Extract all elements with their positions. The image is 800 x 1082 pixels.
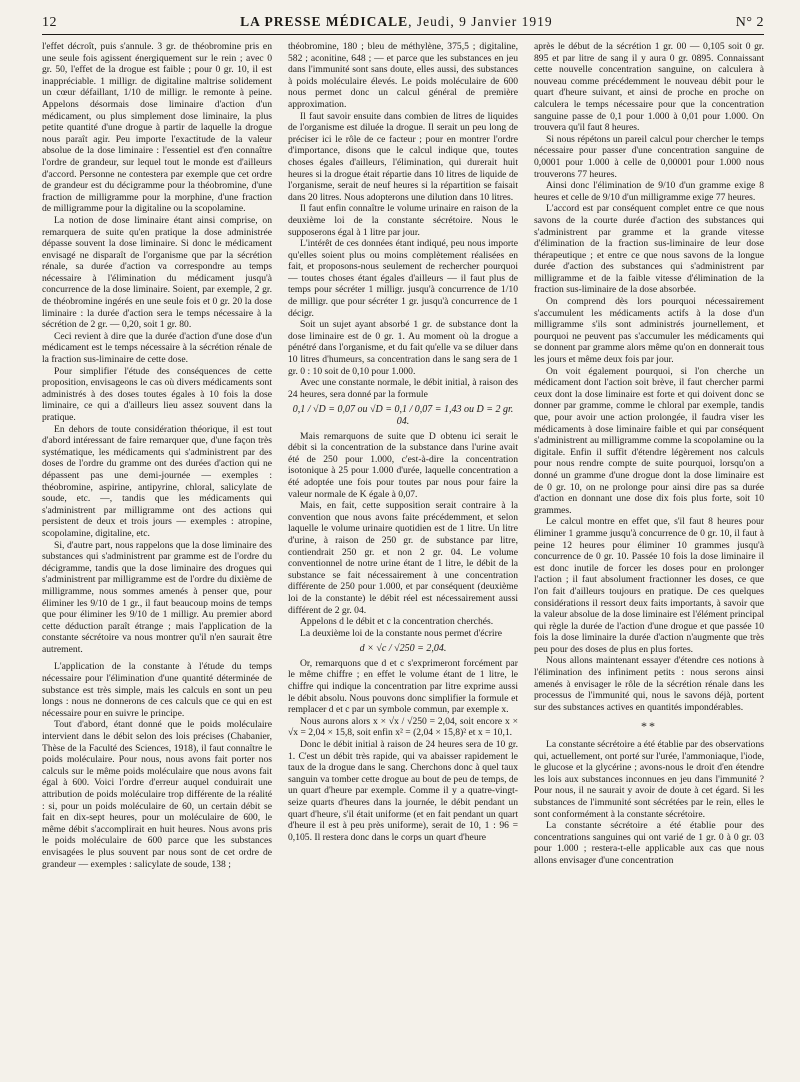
paragraph: l'effet décroît, puis s'annule. 3 gr. de théobromine pris en une seule fois agissent énergiquement sur le rein ; avec 0 gr. 50, l'effet de la drogue est faible ; pour 0 gr. 10, il est inappréciable. 1 milligr. de digitaline maltrise solidement un cœur défaillant, 1/10 de milligr. le remonte à peine. Appelons désormais dose liminaire d'action d'un médicament, ou plus simplement dose liminaire, la plus petite quantité d'une drogue à partir de laquelle la drogue nous paraît agir. Peu importe l'exactitude de la valeur absolue de la dose liminaire : l'essentiel est d'en connaître l'ordre de grandeur, sur lequel tout le monde est d'ailleurs d'accord. Personne ne contestera par exemple que cet ordre de grandeur est du décigramme pour la théobromine, d'une fraction de milligramme pour la morphine, d'une fraction de milligramme pour la digitaline ou la scopolamine.: [42, 41, 272, 215]
paragraph: Soit un sujet ayant absorbé 1 gr. de substance dont la dose liminaire est de 0 gr. 1. Au moment où la drogue a pénétré dans l'organisme, et du fait qu'elle va se diluer dans 10 litres d'humeurs, sa concentration dans le sang sera de 1 gr. 0 : 10 soit de 0,10 pour 1.000.: [288, 319, 518, 377]
journal-name: LA PRESSE MÉDICALE: [240, 14, 409, 29]
paragraph: Or, remarquons que d et c s'exprimeront forcément par le même chiffre ; en effet le volume étant de 1 litre, le chiffre qui indique la concentration par litre exprime aussi le débit absolu. Nous pouvons donc simplifier la formule et remplacer d et c par un symbole commun, par exemple x.: [288, 657, 518, 716]
paragraph: après le début de la sécrétion 1 gr. 00 — 0,105 soit 0 gr. 895 et par litre de sang il y aura 0 gr. 0895. Connaissant cette nouvelle concentration sanguine, on calculera à nouveau comme précédemment le nouveau débit pour le quart d'heure suivant, et ainsi de proche en proche on calculera le temps nécessaire pour que la concentration sanguine passe de 0,1 pour 1.000 à 0,01 pour 1.000. On trouvera qu'il faut 8 heures.: [534, 41, 764, 134]
paragraph: L'application de la constante à l'étude du temps nécessaire pour l'élimination d'une quantité déterminée de substance est très simple, mais les calculs en sont un peu longs : nous ne donnerons de ces calculs que ce qui en est nécessaire pour en suivre le principe.: [42, 661, 272, 719]
paragraph: Nous aurons alors x × √x / √250 = 2,04, soit encore x × √x = 2,04 × 15,8, soit enfin x² = (2,04 × 15,8)² et x = 10,1.: [288, 715, 518, 739]
paragraph: L'accord est par conséquent complet entre ce que nous savons de la courte durée d'action des substances qui s'administrent par gramme et la grande vitesse d'élimination de la fraction sus-liminaire de leur dose thérapeutique ; et entre ce que nous savons de la longue durée d'action des substances qui s'administrent par milligramme et de la faible vitesse d'élimination de la fraction sus-liminaire de la dose absorbée.: [534, 203, 764, 296]
page-number: 12: [42, 15, 57, 30]
paragraph: Mais, en fait, cette supposition serait contraire à la convention que nous avons faite précédemment, et selon laquelle le volume urinaire quotidien est de 1 litre. Un litre d'urine, à raison de 250 gr. de substance par litre, contiendrait 250 gr. et non 2 gr. 04. Le volume conventionnel de notre urine étant de 1 litre, le débit de la substance se fait nécessairement à une concentration différente de 250 pour 1.000, et par conséquent (deuxième loi de la constante) le débit réel est nécessairement aussi différent de 2 gr. 04.: [288, 500, 518, 616]
paragraph: Nous allons maintenant essayer d'étendre ces notions à l'élimination des infiniment petits : nous serons ainsi amenés à envisager le rôle de la sécrétion rénale dans les processus de l'immunité qui, nous le savons déjà, portent sur des substances actives en quantités impondérables.: [534, 655, 764, 713]
paragraph: Ceci revient à dire que la durée d'action d'une dose d'un médicament est le temps nécessaire à la sécrétion rénale de la fraction sus-liminaire de cette dose.: [42, 330, 272, 366]
paragraph: Avec une constante normale, le débit initial, à raison des 24 heures, sera donné par la formule: [288, 377, 518, 400]
paragraph: Le calcul montre en effet que, s'il faut 8 heures pour éliminer 1 gramme jusqu'à concurrence de 0 gr. 10, il faut à peine 12 heures pour éliminer 10 grammes jusqu'à concurrence de 0 gr. 10. Passée 10 fois la dose liminaire il est donc inutile de forcer les doses pour en prolonger l'action ; il faut absolument fractionner les doses, ce que l'on fait d'ailleurs toujours en pratique. De ces quelques considérations il ressort deux faits importants, à savoir que la valeur absolue de la dose liminaire est l'élément principal qui règle la durée de l'action d'une drogue et que passée 10 fois la dose liminaire la durée d'action n'augmente que très peu pour des doses de plus en plus fortes.: [534, 516, 764, 655]
paragraph: Donc le débit initial à raison de 24 heures sera de 10 gr. 1. C'est un débit très rapide, qui va abaisser rapidement le taux de la drogue dans le sang. Cherchons donc à quel taux sanguin va tomber cette drogue au bout de peu de temps, de un quart d'heure par exemple. Comme il y a quatre-vingt-seize quarts d'heures dans la journée, le débit pendant un quart d'heure, s'il était uniforme (et en fait pendant un quart d'heure il est à peu près uniforme), serait de 10, 1 : 96 = 0,105. Il restera donc dans le corps un quart d'heure: [288, 739, 518, 843]
column-left: [42, 41, 272, 1061]
paragraph: Mais remarquons de suite que D obtenu ici serait le débit si la concentration de la substance dans l'urine avait été de 250 pour 1.000, c'est-à-dire la concentration isotonique à 25 pour 1.000 d'urée, laquelle concentration a été adoptée une fois pour toutes par nous pour faire la valeur normale de K égale à 0,07.: [288, 430, 518, 500]
section-ornament: **: [641, 719, 657, 734]
paragraph: Ainsi donc l'élimination de 9/10 d'un gramme exige 8 heures et celle de 9/10 d'un milligramme exige 77 heures.: [534, 180, 764, 203]
paragraph: La deuxième loi de la constante nous permet d'écrire: [300, 627, 503, 639]
paragraph: Pour simplifier l'étude des conséquences de cette proposition, envisageons le cas où divers médicaments sont administrés à des doses toutes égales à 10 fois la dose liminaire, ce qui a d'ailleurs lieu assez souvent dans la pratique.: [42, 365, 272, 423]
article-columns: [42, 41, 764, 1061]
paragraph: On comprend dès lors pourquoi nécessairement s'accumulent les médicaments actifs à la dose d'un milligramme s'ils sont administrés journellement, et pourquoi ne peuvent pas s'accumuler les médicaments qui se donnent par gramme alors même qu'on en donnerait tous les jours et même deux fois par jour.: [534, 296, 764, 366]
paragraph: En dehors de toute considération théorique, il est tout d'abord intéressant de faire remarquer que, d'une façon très systématique, les médicaments qui s'administrent par des doses de l'ordre du gramme ont des durées d'action qui ne dépassent pas une demi-journée — exemples : théobromine, aspirine, antipyrine, chloral, salicylate de soude, etc. —, tandis que les médicaments qui s'administrent par milligramme ont des actions qui persistent de deux et trois jours — exemples : atropine, scopolamine, digitaline, etc.: [42, 423, 272, 539]
paragraph: On voit également pourquoi, si l'on cherche un médicament dont l'action soit brève, il faut chercher parmi ceux dont la dose liminaire est forte et qui doivent donc se donner par gramme, comme le chloral par exemple, tandis que, pour avoir une action prolongée, il faudra viser les médicaments à dose liminaire faible et qui par conséquent s'administrent au milligramme comme la scopolamine ou la digitale. Enfin il suffit d'étendre légèrement nos calculs pour nous rendre compte de suite pourquoi, lorsqu'on a donné un gramme d'une drogue dont la dose liminaire est de 0 gr. 10, on ne prolonge pour ainsi dire pas sa durée d'action en donnant une dose dix fois plus forte, soit 10 grammes.: [534, 365, 764, 516]
paragraph: Il faut enfin connaître le volume urinaire en raison de la deuxième loi de la constante sécrétoire. Nous le supposerons égal à 1 litre par jour.: [288, 203, 518, 238]
paragraph: La constante sécrétoire a été établie par des observations qui, actuellement, ont porté sur l'urée, l'ammoniaque, l'iode, le glucose et la glycérine ; avons-nous le droit d'en étendre les lois aux substances inconnues en jeu dans l'immunité ? Pour nous, il ne saurait y avoir de doute à cet égard. Si les substances de l'immunité sont sécrétées par le rein, elles le sont conformément à la constante sécrétoire.: [534, 739, 764, 820]
issue-date: , Jeudi, 9 Janvier 1919: [408, 14, 553, 29]
paragraph: Si nous répétons un pareil calcul pour chercher le temps nécessaire pour passer d'une concentration sanguine de 0,0001 pour 1.000 à celle de 0,00001 pour 1.000 nous trouverons 77 heures.: [534, 133, 764, 180]
formula: d × √c / √250 = 2,04.: [359, 643, 447, 655]
paragraph: théobromine, 180 ; bleu de méthylène, 375,5 ; digitaline, 582 ; aconitine, 648 ; — et parce que les substances en jeu dans l'immunité sont sans doute, elles aussi, des substances à poids moléculaire élevés. Le poids moléculaire de 600 nous permet donc un calcul général de première approximation.: [288, 41, 518, 110]
paragraph: Si, d'autre part, nous rappelons que la dose liminaire des substances qui s'administrent par gramme est de l'ordre du décigramme, tandis que la dose liminaire des drogues qui s'administrent par milligramme est de l'ordre du dixième de milligramme, nous sommes amenés à penser que, pour éliminer les 9/10 de 1 gr., il faut beaucoup moins de temps que pour éliminer les 9/10 de 1 milligr. Au premier abord cette déduction paraît étrange ; mais l'application de la constante sécrétoire va nous montrer qu'il n'en saurait être autrement.: [42, 539, 272, 655]
column-right: [534, 41, 764, 1061]
paragraph: L'intérêt de ces données étant indiqué, peu nous importe qu'elles soient plus ou moins complètement réalisées en fait, et proposons-nous seulement de rechercher pourquoi — toutes choses étant égales d'ailleurs — il faut plus de temps pour sécréter 1 milligr. jusqu'à concurrence de 1/10 de milligr. que pour sécréter 1 gr. jusqu'à concurrence de 1 décigr.: [288, 238, 518, 319]
page-header: [42, 14, 764, 35]
journal-masthead: [240, 14, 553, 30]
issue-number: N° 2: [735, 15, 764, 30]
newspaper-page: [42, 14, 764, 1074]
formula: 0,1 / √D = 0,07 ou √D = 0,1 / 0,07 = 1,43 ou D = 2 gr. 04.: [292, 404, 514, 427]
paragraph: La notion de dose liminaire étant ainsi comprise, on remarquera de suite qu'en pratique la dose administrée dépasse souvent la dose liminaire. Si donc le médicament envisagé ne disparaît de l'organisme que par la sécrétion rénale, sa durée d'action va correspondre au temps nécessaire à l'élimination du médicament jusqu'à concurrence de la dose liminaire. Soient, par exemple, 2 gr. de théobromine ingérés en une seule fois et 0 gr. 20 la dose liminaire : la durée d'action sera le temps nécessaire à la sécrétion de 2 gr. — 0,20, soit 1 gr. 80.: [42, 214, 272, 331]
column-middle: [288, 41, 518, 1061]
paragraph: Tout d'abord, étant donné que le poids moléculaire intervient dans le débit selon des lois précises (Chabanier, Thèse de la Faculté des Sciences, 1918), il faut connaître le poids moléculaire. Pour nous, nous avons fait porter nos calculs sur le même poids moléculaire que nous avons fait égal à 600. Voici l'ordre d'erreur auquel conduirait une attribution de poids moléculaire trop différente de la réalité : si, pour un poids moléculaire de 60, un certain débit se fait en dix-sept heures, pour un moléculaire de 600, le même débit s'accomplirait en huit heures. Nous avons pris le poids moléculaire de 600 parce que les substances envisagées le plus souvent par nous sont de cet ordre de grandeur — exemples : salicylate de soude, 138 ;: [42, 719, 272, 870]
paragraph: Appelons d le débit et c la concentration cherchés.: [300, 616, 494, 628]
paragraph: Il faut savoir ensuite dans combien de litres de liquides de l'organisme est diluée la drogue. Il serait un peu long de préciser ici le rôle de ce facteur ; pour en montrer l'ordre d'importance, disons que le calcul indique que, toutes choses égales d'ailleurs, l'élimination, qui durerait huit heures si la drogue était répartie dans 10 litres de liquide de l'organisme, serait de neuf heures si la répartition se faisait dans 20 litres. Nous adopterons une dilution dans 10 litres.: [288, 110, 518, 203]
paragraph: La constante sécrétoire a été établie pour des concentrations sanguines qui ont varié de 1 gr. 0 à 0 gr. 03 pour 1.000 ; restera-t-elle applicable aux cas que nous allons envisager d'une concentration: [534, 820, 764, 866]
